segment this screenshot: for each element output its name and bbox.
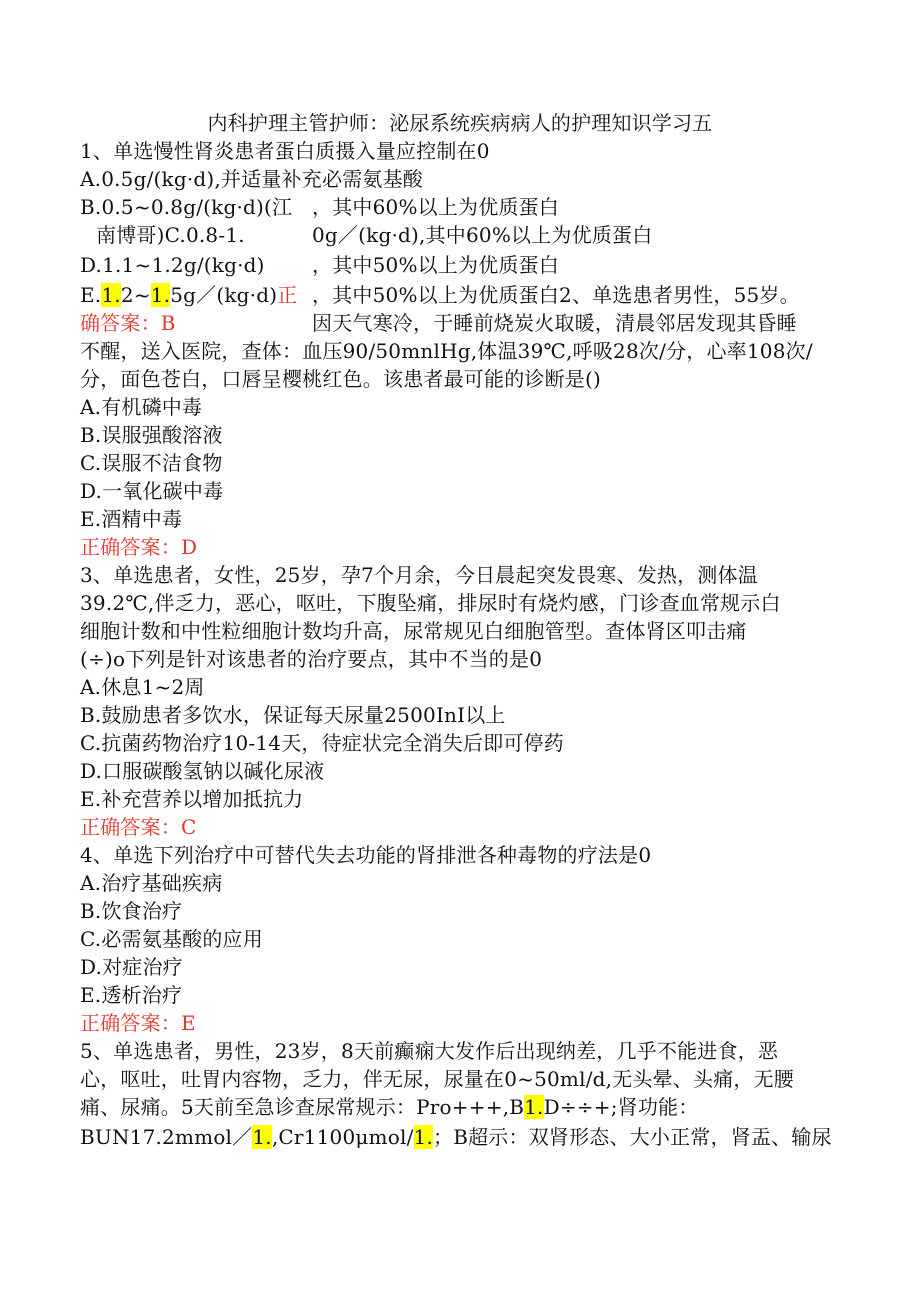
q4-option-d: D.对症治疗 — [80, 955, 183, 979]
q4-option-e: E.透析治疗 — [80, 983, 183, 1007]
q5-stem-line2: 心，呕吐，吐胃内容物，乏力，伴无尿，尿量在0~50ml/d,无头晕、头痛，无腰 — [80, 1067, 794, 1091]
q1-option-d-right: ，其中50%以上为优质蛋白 — [312, 253, 560, 277]
q2-stem-line3: 分，面色苍白，口唇呈樱桃红色。该患者最可能的诊断是() — [80, 367, 602, 391]
q4-stem: 4、单选下列治疗中可替代失去功能的肾排泄各种毒物的疗法是0 — [80, 843, 652, 867]
q1-e-right-q2-start: ，其中50%以上为优质蛋白2、单选患者男性，55岁。 — [312, 283, 800, 307]
q2-option-a: A.有机磷中毒 — [80, 395, 203, 419]
q2-answer: 正确答案：D — [80, 535, 198, 559]
page-title: 内科护理主管护师：泌尿系统疾病病人的护理知识学习五 — [207, 111, 713, 135]
q1-option-c-right: 0g／(kg·d),其中60%以上为优质蛋白 — [312, 223, 653, 247]
q1-option-a: A.0.5g/(kg·d),并适量补充必需氨基酸 — [80, 167, 423, 191]
q3-stem-line4: (÷)o下列是针对该患者的治疗要点，其中不当的是0 — [80, 647, 543, 671]
q1-answer: 确答案：B — [80, 311, 176, 335]
q1-option-b: B.0.5~0.8g/(kg·d)(江 — [80, 195, 293, 219]
q1-option-e: E.1.2~1.5g／(kg·d)正 — [80, 283, 298, 307]
answer-prefix: 正 — [277, 283, 298, 307]
q4-answer: 正确答案：E — [80, 1011, 196, 1035]
q2-option-d: D.一氧化碳中毒 — [80, 479, 224, 503]
q3-answer: 正确答案：C — [80, 815, 197, 839]
q3-option-b: B.鼓励患者多饮水，保证每天尿量2500InI以上 — [80, 703, 506, 727]
q4-option-c: C.必需氨基酸的应用 — [80, 927, 263, 951]
q4-option-b: B.饮食治疗 — [80, 899, 183, 923]
q5-stem-line1: 5、单选患者，男性，23岁，8天前癫痫大发作后出现纳差，几乎不能进食，恶 — [80, 1039, 779, 1063]
q4-option-a: A.治疗基础疾病 — [80, 871, 223, 895]
q3-option-e: E.补充营养以增加抵抗力 — [80, 787, 304, 811]
q2-stem-line2: 不醒，送入医院，查体：血压90/50mnlHg,体温39℃,呼吸28次/分，心率108次/ — [80, 339, 813, 363]
q3-stem-line3: 细胞计数和中性粒细胞计数均升高，尿常规见白细胞管型。查体肾区叩击痛 — [80, 619, 747, 643]
q2-stem-line1: 因天气寒冷，于睡前烧炭火取暖，清晨邻居发现其昏睡 — [312, 311, 797, 335]
highlight-mark: 1. — [101, 283, 121, 307]
highlight-mark: 1. — [252, 1125, 272, 1149]
q2-option-e: E.酒精中毒 — [80, 507, 183, 531]
q1-stem: 1、单选慢性肾炎患者蛋白质摄入量应控制在0 — [80, 139, 490, 163]
highlight-mark: 1. — [150, 283, 171, 307]
highlight-mark: 1. — [524, 1095, 544, 1119]
q1-option-d: D.1.1~1.2g/(kg·d) — [80, 253, 265, 277]
q3-option-c: C.抗菌药物治疗10-14天，待症状完全消失后即可停药 — [80, 731, 565, 755]
q3-stem-line2: 39.2℃,伴乏力，恶心，呕吐，下腹坠痛，排尿时有烧灼感，门诊查血常规示白 — [80, 591, 781, 615]
q1-option-c: 南博哥)C.0.8-1. — [96, 223, 245, 247]
q1-option-b-right: ，其中60%以上为优质蛋白 — [312, 195, 560, 219]
q2-option-b: B.误服强酸溶液 — [80, 423, 223, 447]
q5-stem-line4: BUN17.2mmol／1.,Cr1100μmol/1.；B超示：双肾形态、大小正常，肾盂、输尿 — [80, 1125, 832, 1149]
q3-option-d: D.口服碳酸氢钠以碱化尿液 — [80, 759, 325, 783]
q3-option-a: A.休息1~2周 — [80, 675, 205, 699]
q3-stem-line1: 3、单选患者，女性，25岁，孕7个月余，今日晨起突发畏寒、发热，测体温 — [80, 563, 758, 587]
highlight-mark: 1. — [413, 1125, 433, 1149]
q2-option-c: C.误服不洁食物 — [80, 451, 223, 475]
q5-stem-line3: 痛、尿痛。5天前至急诊查尿常规示：Pro+++,B1.D÷÷+;肾功能： — [80, 1095, 699, 1119]
